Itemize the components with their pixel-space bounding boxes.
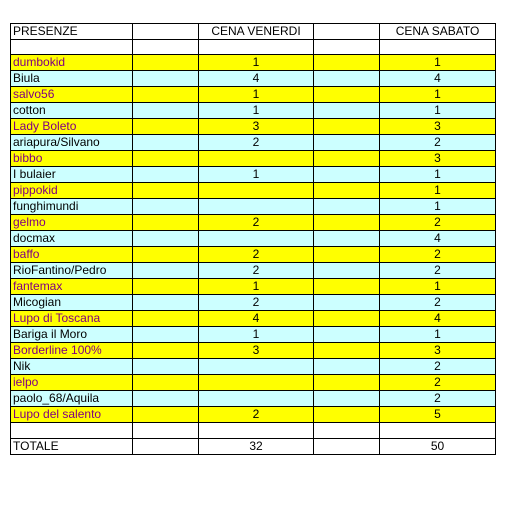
empty-cell[interactable] — [133, 119, 199, 135]
empty-cell[interactable] — [314, 135, 380, 151]
empty-cell[interactable] — [133, 135, 199, 151]
venerdi-cell[interactable]: 4 — [199, 311, 314, 327]
sabato-cell[interactable]: 2 — [380, 391, 496, 407]
table-row — [11, 151, 496, 167]
venerdi-cell[interactable] — [199, 199, 314, 215]
name-cell[interactable]: Nik — [11, 359, 133, 375]
empty-cell[interactable] — [133, 423, 199, 438]
empty-cell[interactable] — [133, 199, 199, 215]
name-cell[interactable]: RioFantino/Pedro — [11, 263, 133, 279]
sabato-cell[interactable]: 2 — [380, 215, 496, 231]
venerdi-cell[interactable] — [199, 359, 314, 375]
empty-cell[interactable] — [133, 279, 199, 295]
total-venerdi[interactable]: 32 — [199, 438, 314, 454]
table-row — [11, 215, 496, 231]
table-row — [11, 103, 496, 119]
table-row — [11, 135, 496, 151]
empty-cell[interactable] — [314, 423, 380, 438]
empty-cell[interactable] — [199, 40, 314, 55]
sabato-cell[interactable]: 2 — [380, 295, 496, 311]
empty-cell[interactable] — [314, 71, 380, 87]
table-row — [11, 263, 496, 279]
empty-cell[interactable] — [133, 311, 199, 327]
blank-row — [11, 40, 496, 55]
empty-cell[interactable] — [380, 40, 496, 55]
empty-cell[interactable] — [133, 327, 199, 343]
empty-cell[interactable] — [133, 71, 199, 87]
table-row — [11, 199, 496, 215]
empty-cell[interactable] — [133, 343, 199, 359]
venerdi-cell[interactable]: 2 — [199, 247, 314, 263]
name-cell[interactable]: Lupo del salento — [11, 407, 133, 423]
name-cell[interactable]: Lady Boleto — [11, 119, 133, 135]
empty-cell[interactable] — [314, 311, 380, 327]
empty-cell[interactable] — [11, 423, 133, 438]
empty-cell[interactable] — [314, 231, 380, 247]
name-cell[interactable]: Bariga il Moro — [11, 327, 133, 343]
venerdi-cell[interactable]: 1 — [199, 279, 314, 295]
empty-cell[interactable] — [314, 40, 380, 55]
sabato-cell[interactable]: 2 — [380, 135, 496, 151]
name-cell[interactable]: bibbo — [11, 151, 133, 167]
table-row — [11, 71, 496, 87]
name-cell[interactable]: Biula — [11, 71, 133, 87]
venerdi-cell[interactable] — [199, 391, 314, 407]
empty-cell[interactable] — [133, 151, 199, 167]
name-cell[interactable]: ariapura/Silvano — [11, 135, 133, 151]
sabato-cell[interactable]: 4 — [380, 71, 496, 87]
empty-cell[interactable] — [314, 295, 380, 311]
sabato-cell[interactable]: 3 — [380, 119, 496, 135]
name-cell[interactable]: gelmo — [11, 215, 133, 231]
name-cell[interactable]: paolo_68/Aquila — [11, 391, 133, 407]
venerdi-cell[interactable]: 3 — [199, 343, 314, 359]
name-cell[interactable]: dumbokid — [11, 55, 133, 71]
sabato-cell[interactable]: 4 — [380, 231, 496, 247]
empty-cell[interactable] — [133, 263, 199, 279]
empty-cell[interactable] — [133, 359, 199, 375]
empty-cell[interactable] — [314, 167, 380, 183]
name-cell[interactable]: baffo — [11, 247, 133, 263]
sabato-cell[interactable]: 4 — [380, 311, 496, 327]
name-cell[interactable]: pippokid — [11, 183, 133, 199]
name-cell[interactable]: docmax — [11, 231, 133, 247]
empty-cell[interactable] — [199, 423, 314, 438]
empty-cell[interactable] — [314, 327, 380, 343]
empty-cell[interactable] — [133, 167, 199, 183]
venerdi-cell[interactable]: 4 — [199, 71, 314, 87]
venerdi-cell[interactable] — [199, 375, 314, 391]
table-row — [11, 343, 496, 359]
empty-cell[interactable] — [314, 215, 380, 231]
sabato-cell[interactable]: 2 — [380, 375, 496, 391]
empty-cell[interactable] — [314, 375, 380, 391]
table-row — [11, 375, 496, 391]
empty-cell[interactable] — [314, 119, 380, 135]
name-cell[interactable]: cotton — [11, 103, 133, 119]
table-row — [11, 55, 496, 71]
sabato-cell[interactable]: 1 — [380, 183, 496, 199]
table-row — [11, 167, 496, 183]
empty-cell[interactable] — [133, 247, 199, 263]
empty-cell[interactable] — [133, 103, 199, 119]
table-row — [11, 407, 496, 423]
venerdi-cell[interactable] — [199, 183, 314, 199]
venerdi-cell[interactable]: 2 — [199, 407, 314, 423]
venerdi-cell[interactable]: 1 — [199, 167, 314, 183]
sabato-cell[interactable]: 3 — [380, 151, 496, 167]
venerdi-cell[interactable]: 1 — [199, 103, 314, 119]
table-row — [11, 279, 496, 295]
empty-cell[interactable] — [314, 438, 380, 454]
empty-cell[interactable] — [11, 40, 133, 55]
venerdi-cell[interactable] — [199, 151, 314, 167]
table-row — [11, 359, 496, 375]
table-row — [11, 119, 496, 135]
venerdi-cell[interactable]: 2 — [199, 215, 314, 231]
name-cell[interactable]: Micogian — [11, 295, 133, 311]
table-row — [11, 391, 496, 407]
attendance-table — [10, 23, 496, 455]
empty-cell[interactable] — [314, 87, 380, 103]
empty-cell[interactable] — [314, 151, 380, 167]
empty-cell[interactable] — [314, 199, 380, 215]
header-empty-cell[interactable] — [133, 24, 199, 40]
sabato-cell[interactable]: 1 — [380, 167, 496, 183]
sabato-cell[interactable]: 1 — [380, 279, 496, 295]
empty-cell[interactable] — [314, 55, 380, 71]
empty-cell[interactable] — [314, 183, 380, 199]
empty-cell[interactable] — [314, 247, 380, 263]
sabato-cell[interactable]: 2 — [380, 247, 496, 263]
empty-cell[interactable] — [133, 375, 199, 391]
venerdi-cell[interactable] — [199, 231, 314, 247]
table-row — [11, 295, 496, 311]
total-row — [11, 438, 496, 454]
empty-cell[interactable] — [133, 87, 199, 103]
empty-cell[interactable] — [133, 40, 199, 55]
name-cell[interactable]: Borderline 100% — [11, 343, 133, 359]
empty-cell[interactable] — [314, 103, 380, 119]
venerdi-cell[interactable]: 1 — [199, 87, 314, 103]
venerdi-cell[interactable]: 2 — [199, 295, 314, 311]
empty-cell[interactable] — [133, 295, 199, 311]
venerdi-cell[interactable]: 3 — [199, 119, 314, 135]
empty-cell[interactable] — [314, 359, 380, 375]
header-empty-cell[interactable] — [314, 24, 380, 40]
venerdi-cell[interactable]: 2 — [199, 263, 314, 279]
sabato-cell[interactable]: 3 — [380, 343, 496, 359]
venerdi-cell[interactable]: 1 — [199, 55, 314, 71]
empty-cell[interactable] — [133, 183, 199, 199]
empty-cell[interactable] — [133, 215, 199, 231]
sabato-cell[interactable]: 1 — [380, 55, 496, 71]
header-presenze[interactable]: PRESENZE — [11, 24, 133, 40]
header-cena-sabato[interactable]: CENA SABATO — [380, 24, 496, 40]
empty-cell[interactable] — [314, 279, 380, 295]
empty-cell[interactable] — [380, 423, 496, 438]
name-cell[interactable]: I bulaier — [11, 167, 133, 183]
sabato-cell[interactable]: 1 — [380, 87, 496, 103]
name-cell[interactable]: ielpo — [11, 375, 133, 391]
table-row — [11, 247, 496, 263]
table-row — [11, 183, 496, 199]
name-cell[interactable]: Lupo di Toscana — [11, 311, 133, 327]
name-cell[interactable]: funghimundi — [11, 199, 133, 215]
empty-cell[interactable] — [133, 391, 199, 407]
sabato-cell[interactable]: 1 — [380, 327, 496, 343]
table-row — [11, 311, 496, 327]
name-cell[interactable]: fantemax — [11, 279, 133, 295]
venerdi-cell[interactable]: 1 — [199, 327, 314, 343]
blank-row — [11, 423, 496, 438]
empty-cell[interactable] — [133, 231, 199, 247]
sabato-cell[interactable]: 1 — [380, 199, 496, 215]
sabato-cell[interactable]: 2 — [380, 263, 496, 279]
header-cena-venerdi[interactable]: CENA VENERDI — [199, 24, 314, 40]
total-label[interactable]: TOTALE — [11, 438, 133, 454]
empty-cell[interactable] — [133, 407, 199, 423]
name-cell[interactable]: salvo56 — [11, 87, 133, 103]
empty-cell[interactable] — [314, 391, 380, 407]
sabato-cell[interactable]: 1 — [380, 103, 496, 119]
table-row — [11, 327, 496, 343]
sabato-cell[interactable]: 2 — [380, 359, 496, 375]
empty-cell[interactable] — [314, 407, 380, 423]
empty-cell[interactable] — [314, 343, 380, 359]
venerdi-cell[interactable]: 2 — [199, 135, 314, 151]
empty-cell[interactable] — [133, 55, 199, 71]
total-sabato[interactable]: 50 — [380, 438, 496, 454]
empty-cell[interactable] — [314, 263, 380, 279]
table-row — [11, 231, 496, 247]
empty-cell[interactable] — [133, 438, 199, 454]
header-row — [11, 24, 496, 40]
table-row — [11, 87, 496, 103]
sabato-cell[interactable]: 5 — [380, 407, 496, 423]
